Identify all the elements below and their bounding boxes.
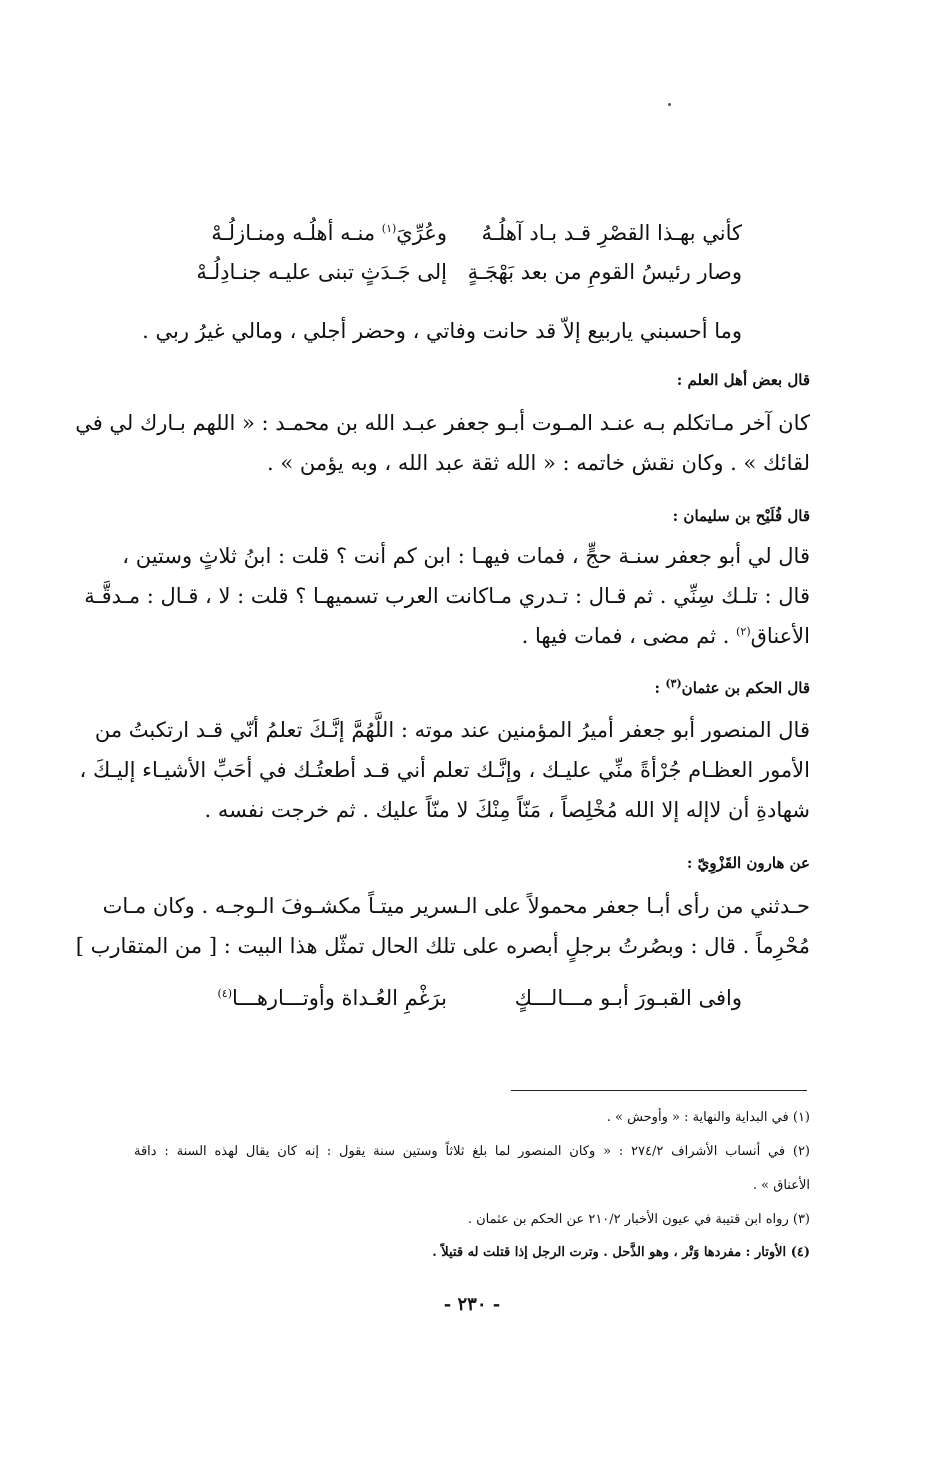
paragraph-line: كان آخر مـاتكلم بـه عنـد المـوت أبـو جعفر عبـد الله بن محمـد : « اللهم بـارك لي في — [75, 411, 810, 435]
paragraph-line: حـدثني من رأى أبـا جعفر محمولاً على الـسرير ميتـاً مكشـوفَ الـوجـه . وكان مـات — [102, 894, 810, 918]
verse-line — [196, 257, 742, 287]
paragraph-line: شهادةِ أن لاإله إلا الله مُخْلِصاً ، مَنّاً مِنْكَ لا منّاً عليك . ثم خرجت نفسه . — [204, 798, 810, 822]
footnote-marker: (٢) — [736, 625, 751, 638]
verse-hemistich-first: كأني بهـذا القصْرِ قـد بـاد آهلُـهُ — [481, 221, 742, 245]
footnote-marker: (١) — [381, 222, 397, 235]
footnote: (١) في البداية والنهاية : « وأوحش » . — [606, 1110, 810, 1125]
paragraph-line: قال : تلـك سِنِّي . ثم قـال : تـدري مـاكانت العرب تسميهـا ؟ قلت : لا ، قـال : مـدقَّـة — [84, 584, 810, 608]
footnote-separator — [511, 1090, 807, 1091]
verse-hemistich-first: وصار رئيسُ القومِ من بعد بَهْجَـةٍ — [467, 260, 742, 284]
footnote-marker: (٤) — [217, 987, 232, 1000]
paragraph-line: وما أحسبني ياربيع إلاّ قد حانت وفاتي ، وحضر أجلي ، ومالي غيرُ ربي . — [142, 319, 742, 343]
verse-hemistich-first: وافى القبـورَ أبـو مـــالـــكٍ — [514, 986, 742, 1010]
verse-line — [217, 983, 742, 1013]
paragraph-line: الأمور العظـام جُرْأةً منِّي عليـك ، وإنَّـك تعلم أني قـد أطعتُـك في أحَبِّ الأشيـاء إليـكَ ، — [79, 758, 810, 782]
footnote-marker: (٣) — [665, 677, 682, 690]
verse-hemistich-second: إلى جَـدَثٍ تبنى عليـه جنـادِلُـهْ — [196, 260, 447, 284]
section-heading: قال الحكم بن عثمان$^{(٣)}$ : — [654, 677, 810, 697]
footnote: (٤) الأوتار : مفردها وَتْر ، وهو الذَّحل . وترت الرجل إذا قتلت له قتيلاً . — [432, 1245, 810, 1260]
paragraph-line: قال لي أبو جعفر سنـة حجٍّ ، فمات فيهـا : ابن كم أنت ؟ قلت : ابنُ ثلاثٍ وستين ، — [122, 544, 810, 568]
page-number: - ٢٣٠ - — [443, 1294, 501, 1315]
verse-hemistich-second: برَغْمِ العُـداة وأوتـــارهـــا$^{(٤)}$ — [217, 986, 447, 1010]
section-heading: قال بعض أهل العلم : — [676, 371, 810, 389]
paragraph-line: قال المنصور أبو جعفر أميرُ المؤمنين عند موته : اللَّهُمَّ إنَّـكَ تعلمُ أنّي قـد ارتكبتُ من — [94, 718, 810, 742]
footnote: الأعناق » . — [752, 1178, 810, 1193]
paragraph-line: الأعناق$^{(٢)}$ . ثم مضى ، فمات فيها . — [521, 624, 810, 648]
footnote: (٢) في أنساب الأشراف ٢٧٤/٢ : « وكان المنصور لما بلغ ثلاثاً وستين سنة يقول : إنه كان يقال لهذه السنة : داقة — [134, 1144, 810, 1159]
section-heading: قال فُلَيْح بن سليمان : — [672, 507, 810, 525]
paragraph-line: لقائك » . وكان نقش خاتمه : « الله ثقة عبد الله ، وبه يؤمن » . — [266, 451, 810, 475]
footnote: (٣) رواه ابن قتيبة في عيون الأخبار ٢١٠/٢ عن الحكم بن عثمان . — [467, 1212, 810, 1227]
verse-hemistich-second: وعُرِّيَ$^{(١)}$ منـه أهلُـه ومنـازلُـهْ — [211, 221, 447, 245]
section-heading: عن هارون القَزْوِيّ : — [686, 854, 810, 872]
scan-speck — [668, 103, 671, 106]
paragraph-line: مُحْرِماً . قال : وبصُرتُ برجلٍ أبصره على تلك الحال تمثّل هذا البيت : [ من المتقارب ] — [75, 934, 810, 958]
verse-line — [211, 218, 742, 248]
